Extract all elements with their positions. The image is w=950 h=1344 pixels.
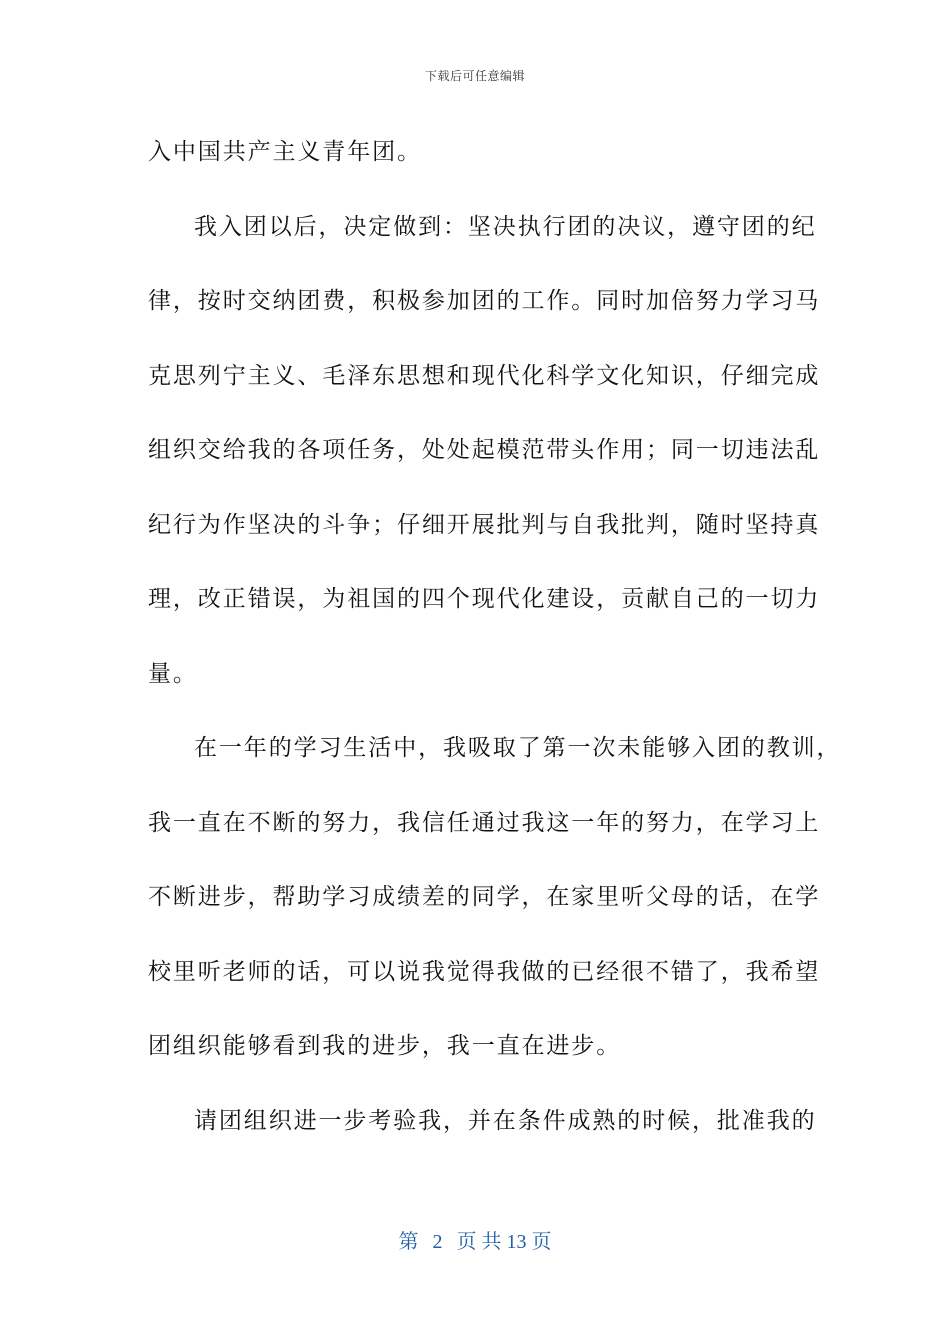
text-line: 量。 xyxy=(148,660,198,687)
current-page-number: 2 xyxy=(432,1231,443,1253)
total-pages-number: 13 xyxy=(506,1231,527,1253)
text-line: 组织交给我的各项任务，处处起模范带头作用；同一切违法乱 xyxy=(148,437,821,463)
text-line: 我一直在不断的努力，我信任通过我这一年的努力，在学习上 xyxy=(148,809,821,836)
header-note: 下载后可任意编辑 xyxy=(424,69,525,83)
text-line: 纪行为作坚决的斗争；仔细开展批判与自我批判，随时坚持真 xyxy=(148,511,821,538)
text-line: 克思列宁主义、毛泽东思想和现代化科学文化知识，仔细完成 xyxy=(148,362,821,389)
text-line: 团组织能够看到我的进步，我一直在进步。 xyxy=(148,1033,622,1059)
paragraph-start-line: 在一年的学习生活中，我吸取了第一次未能够入团的教训， xyxy=(194,735,842,761)
footer-middle: 页 共 xyxy=(456,1231,502,1253)
text-line: 不断进步，帮助学习成绩差的同学，在家里听父母的话，在学 xyxy=(148,884,821,910)
paragraph-start-line: 我入团以后，决定做到：坚决执行团的决议，遵守团的纪 xyxy=(194,213,817,240)
paragraph-start-line: 请团组织进一步考验我，并在条件成熟的时候，批准我的 xyxy=(194,1107,817,1134)
text-line: 理，改正错误，为祖国的四个现代化建设，贡献自己的一切力 xyxy=(148,586,821,612)
text-line: 律，按时交纳团费，积极参加团的工作。同时加倍努力学习马 xyxy=(148,288,821,314)
text-line: 入中国共产主义青年团。 xyxy=(148,139,422,165)
document-body xyxy=(148,115,842,1158)
footer-prefix: 第 xyxy=(398,1231,419,1253)
footer-suffix: 页 xyxy=(531,1231,552,1253)
text-line: 校里听老师的话，可以说我觉得我做的已经很不错了，我希望 xyxy=(148,958,821,985)
page-number-footer xyxy=(0,1225,950,1254)
